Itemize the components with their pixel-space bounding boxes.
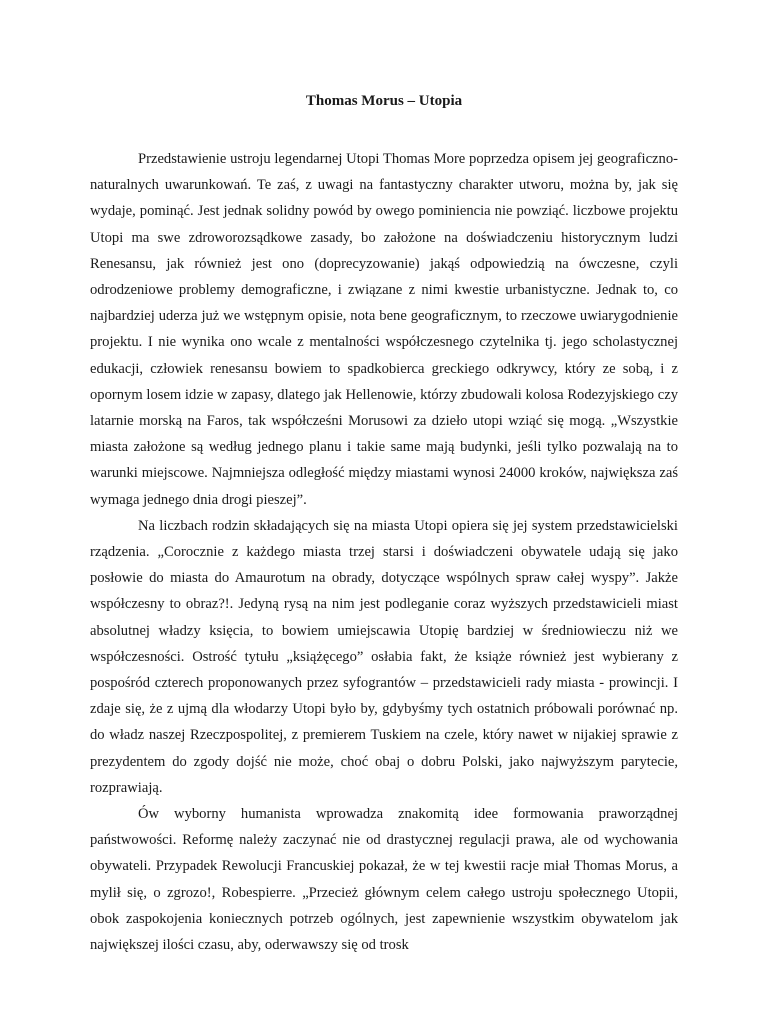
document-body xyxy=(90,146,678,958)
paragraph-1: Przedstawienie ustroju legendarnej Utopi Thomas More poprzedza opisem jej geograficzno-naturalnych uwarunkowań. Te zaś, z uwagi na fantastyczny charakter utworu, można by, jak się wydaje, pominąć. Jest jednak solidny powód by owego pominiencia nie powziąć. liczbowe projektu Utopi ma swe zdroworozsądkowe zasady, bo założone na doświadczeniu historycznym ludzi Renesansu, jak również jest ono (doprecyzowanie) jakąś odpowiedzią na ówczesne, czyli odrodzeniowe problemy demograficzne, i związane z nimi kwestie urbanistyczne. Jednak to, co najbardziej uderza już we wstępnym opisie, nota bene geograficznym, to rzeczowe uwiarygodnienie projektu. I nie wynika ono wcale z mentalności współczesnego czytelnika tj. jego scholastycznej edukacji, człowiek renesansu bowiem to spadkobierca greckiego odkrywcy, który ze sobą, i z opornym losem idzie w zapasy, dlatego jak Hellenowie, którzy zbudowali kolosa Rodezyjskiego czy latarnie morską na Faros, tak współcześni Morusowi za dzieło utopi wziąć się mogą. „Wszystkie miasta założone są według jednego planu i takie same mają budynki, jeśli tylko pozwalają na to warunki miejscowe. Najmniejsza odległość między miastami wynosi 24000 kroków, największa zaś wymaga jednego dnia drogi pieszej”. xyxy=(90,151,678,508)
document-title: Thomas Morus – Utopia xyxy=(305,93,463,109)
paragraph-3: Ów wyborny humanista wprowadza znakomitą idee formowania praworządnej państwowości. Reformę należy zaczynać nie od drastycznej regulacji prawa, ale od wychowania obywateli. Przypadek Rewolucji Francuskiej pokazał, że w tej kwestii racje miał Thomas Morus, a mylił się, o zgrozo!, Robespierre. „Przecież głównym celem całego ustroju społecznego Utopii, obok zaspokojenia koniecznych potrzeb ogólnych, jest zapewnienie wszystkim obywatelom jak największej ilości czasu, aby, oderwawszy się od trosk xyxy=(90,806,678,954)
paragraph-2: Na liczbach rodzin składających się na miasta Utopi opiera się jej system przedstawicielski rządzenia. „Corocznie z każdego miasta trzej starsi i doświadczeni obywatele udają się jako posłowie do miasta do Amaurotum na obrady, dotyczące wspólnych spraw całej wyspy”. Jakże współczesny to obraz?!. Jedyną rysą na nim jest podleganie coraz wyższych przedstawicieli miast absolutnej władzy księcia, to bowiem umiejscawia Utopię bardziej w średniowieczu niż we współczesności. Ostrość tytułu „książęcego” osłabia fakt, że książe również jest wybierany z pospośród czterech proponowanych przez syfograntów – przedstawicieli rady miasta - prowincji. I zdaje się, że z ujmą dla włodarzy Utopi było by, gdybyśmy tych ostatnich próbowali porównać np. do władz naszej Rzeczpospolitej, z premierem Tuskiem na czele, który nawet w nijakiej sprawie z prezydentem do zgody dojść nie może, choć obaj o dobru Polski, jako najwyższym parytecie, rozprawiają. xyxy=(90,517,678,796)
